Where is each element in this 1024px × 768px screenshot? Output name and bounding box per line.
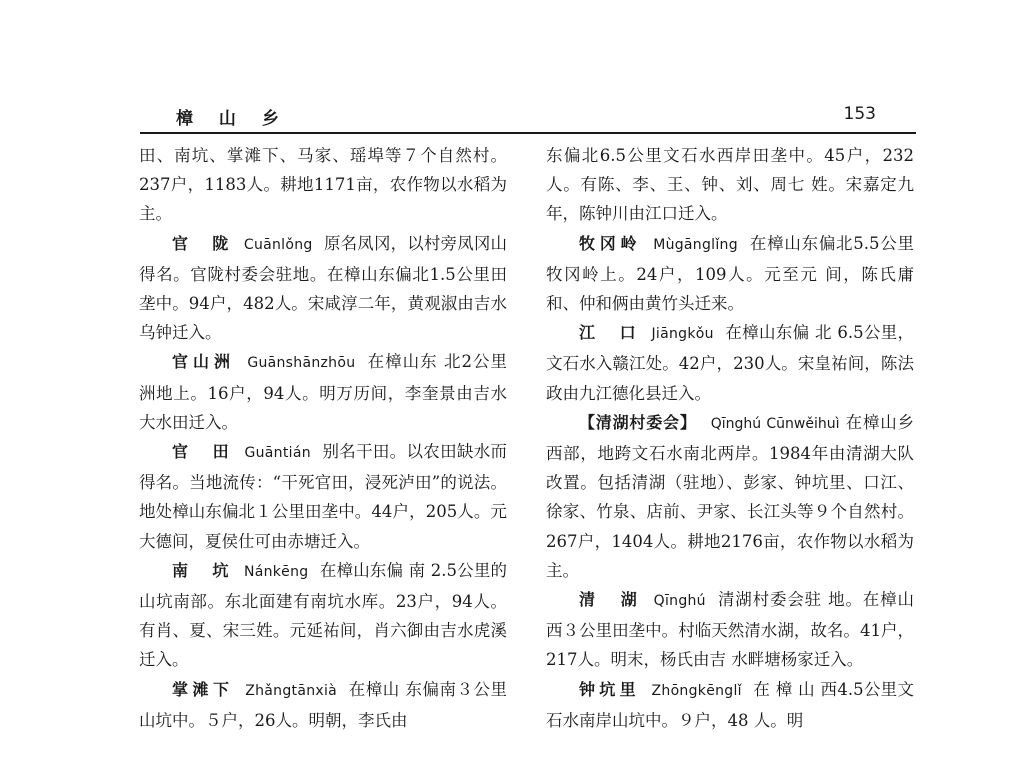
- entry-text: 在 樟 山 西4.5公里文石水南岸山坑中。９户，48 人。明: [546, 679, 914, 730]
- entry-mugangling: [546, 229, 914, 319]
- entry-text: 在樟山 东偏南３公里山坑中。５户，26人。明朝，李氏由: [139, 679, 507, 730]
- entry-zhongkengli: [546, 675, 914, 735]
- entry-pinyin: Nánkēng: [243, 563, 309, 580]
- entry-text: 清湖村委会驻 地。在樟山西３公里田垄中。村临天然清水湖，故名。41户，217人。明末，杨氏由吉 水畔塘杨家迁入。: [546, 590, 914, 670]
- entry-text: 在樟山东偏北5.5公里牧冈岭上。24户，109人。元至元 间，陈氏庸和、仲和俩由黄竹头迁来。: [546, 233, 914, 314]
- entry-guanlong: [139, 229, 507, 348]
- entry-zhangtanxia: [139, 675, 507, 735]
- entry-text: 别名干田。以农田缺水而得名。当地流传：“干死官田，浸死泸田”的说法。地处樟山东偏北１公里田垄中。44户，205人。元大德间，夏侯仕可由赤塘迁入。: [139, 442, 508, 551]
- section-text: 在樟山乡西部，地跨文石水南北两岸。1984年由清湖大队改置。包括清湖（驻地）、彭家、钟坑里、口江、徐家、竹泉、店前、尹家、长江头等９个自然村。267户，1404人。耕地2176亩，农作物以水稻为主。: [546, 412, 915, 580]
- entry-pinyin: Mùgānglǐng: [653, 236, 738, 253]
- entry-pinyin: Guāntián: [244, 445, 311, 462]
- entry-text: 在樟山东 北2公里洲地上。16户，94人。明万历间，李奎景由吉水大水田迁入。: [139, 352, 507, 432]
- entry-name: 官 田: [172, 442, 233, 462]
- section-title: 【清湖村委会】: [579, 412, 697, 432]
- entry-qinghu: [546, 585, 914, 675]
- entry-pinyin: Zhǎngtānxià: [245, 682, 338, 699]
- entry-guanshanzhou: [139, 347, 507, 437]
- continued-paragraph: 东偏北6.5公里文石水西岸田垄中。45户，232人。有陈、李、王、钟、刘、周七 姓。宋嘉定九年，陈钟川由江口迁入。: [546, 146, 914, 224]
- header-rule: [140, 132, 916, 134]
- entry-text: 在樟山东偏 南 2.5公里的山坑南部。东北面建有南坑水库。23户，94人。有肖、夏、宋三姓。元延祐间，肖六御由吉水虎溪迁入。: [139, 560, 507, 670]
- section-pinyin: Qīnghú Cūnwěihuì: [710, 415, 840, 432]
- entry-pinyin: Zhōngkēnglǐ: [651, 682, 742, 699]
- entry-name: 钟坑里: [579, 679, 640, 699]
- entry-name: 清 湖: [579, 590, 642, 610]
- page-number: 153: [843, 104, 876, 124]
- entry-guantian: [139, 437, 507, 556]
- entry-name: 牧冈岭: [579, 233, 642, 253]
- running-title: 樟 山 乡: [176, 109, 289, 129]
- entry-name: 官 陇: [172, 233, 233, 253]
- entry-text: 在樟山东偏 北 6.5公里，文石水入赣江处。42户，230人。宋皇祐间，陈法政由九江德化县迁入。: [546, 323, 914, 403]
- entry-text: 原名凤冈，以村旁凤冈山得名。官陇村委会驻地。在樟山东偏北1.5公里田垄中。94户，482人。宋咸淳二年，黄观淑由吉水乌钟迁入。: [139, 233, 508, 343]
- left-column: [139, 141, 507, 735]
- entry-pinyin: Cuānlǒng: [243, 236, 313, 253]
- entry-name: 官山洲: [172, 352, 236, 372]
- entry-name: 掌滩下: [172, 679, 234, 699]
- entry-pinyin: Jiāngkǒu: [651, 326, 714, 343]
- entry-pinyin: Guānshānzhōu: [247, 355, 356, 372]
- entry-pinyin: Qīnghú: [653, 593, 706, 610]
- entry-name: 江 口: [579, 323, 640, 343]
- continued-paragraph: 田、南坑、掌滩下、马家、瑶埠等７个自然村。237户，1183人。耕地1171亩，农作物以水稻为主。: [139, 146, 507, 224]
- right-column: [546, 141, 914, 735]
- entry-name: 南 坑: [172, 560, 233, 580]
- page-header: [140, 96, 916, 130]
- entry-jiangkou: [546, 318, 914, 408]
- entry-nankeng: [139, 556, 507, 675]
- section-qinghu-village-committee: [546, 408, 914, 585]
